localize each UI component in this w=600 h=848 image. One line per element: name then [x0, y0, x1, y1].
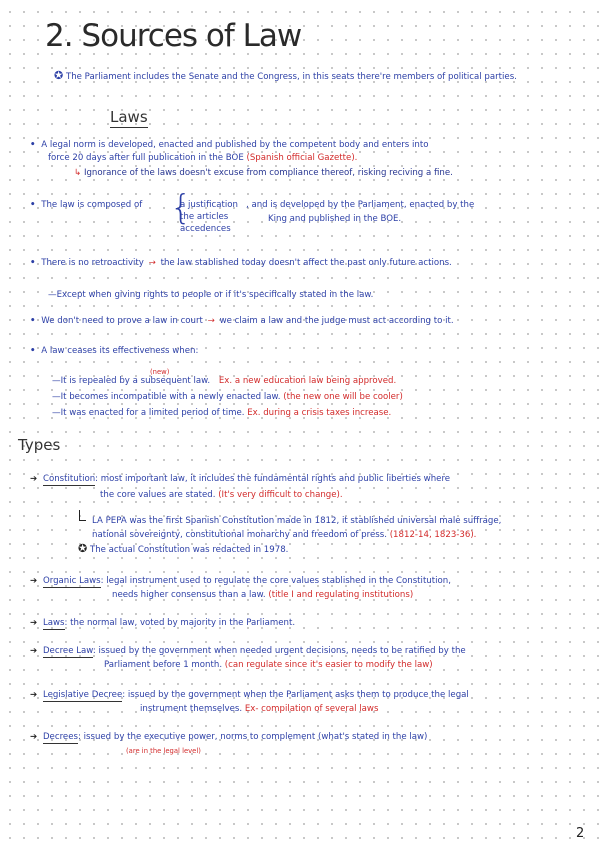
organic-label: Organic Laws — [42, 576, 101, 586]
type-constitution — [30, 474, 450, 485]
paragraph-court — [30, 316, 454, 327]
legislative-decree-label: Legislative Decree — [42, 690, 123, 700]
decrees-label: Decrees — [42, 732, 78, 742]
composition-item: a justification — [180, 200, 238, 210]
organic-note: (title I and regulating institutions) — [268, 590, 414, 600]
pepa-line2-text: national sovereignty, constitutional monarchy and freedom of press. — [92, 530, 387, 540]
decrees-line1: : issued by the executive power, norms to complement (what's stated in the law) — [77, 732, 428, 742]
ignorance-note — [74, 168, 453, 179]
type-legislative-decree-2 — [140, 704, 378, 715]
p2-lead: The law is composed of — [41, 200, 143, 210]
constitution-note: (It's very difficult to change). — [218, 490, 343, 500]
legislative-decree-line1: : issued by the government when the Parliament asks them to produce the legal — [122, 690, 469, 700]
actual-constitution-text: The actual Constitution was redacted in 1978. — [89, 545, 289, 555]
cease-item-1-a: It is repealed by a — [60, 376, 138, 386]
constitution-line2: the core values are stated. — [100, 490, 216, 500]
la-pepa-line1 — [92, 516, 501, 527]
type-laws — [30, 618, 295, 629]
cease-item-2-text: It becomes incompatible with a newly enacted law. — [60, 392, 281, 402]
organic-line2: needs higher consensus than a law. — [112, 590, 266, 600]
decree-law-label: Decree Law — [42, 646, 93, 656]
type-organic-laws-2 — [112, 590, 413, 601]
type-decree-law-2 — [104, 660, 433, 671]
arrow-right-icon: ➔ — [30, 576, 38, 586]
laws-label: Laws — [42, 618, 65, 628]
decree-law-line1: : issued by the government when needed urgent decisions, needs to be ratified by the — [92, 646, 466, 656]
p5-lead: A law ceases its effectiveness when: — [41, 346, 199, 356]
star-icon: ✪ — [54, 69, 64, 82]
composition-item: the articles — [180, 212, 229, 222]
p3-except: Except when giving rights to people or if it's specifically stated in the law. — [56, 290, 374, 300]
actual-constitution — [78, 543, 288, 556]
pepa-dates: (1812-14, 1823-36). — [389, 530, 477, 540]
p3-rest: the law stablished today doesn't affect the past only future actions. — [160, 258, 452, 268]
decree-law-line2: Parliament before 1 month. — [104, 660, 223, 670]
organic-line1: : legal instrument used to regulate the core values stablished in the Constitution, — [100, 576, 451, 586]
brace-icon: { — [170, 188, 192, 228]
new-annotation: (new) — [150, 368, 170, 376]
p1-red-note: (Spanish official Gazette). — [246, 153, 358, 163]
bullet-icon: • — [30, 140, 36, 150]
decree-law-note: (can regulate since it's easier to modify the law) — [224, 660, 433, 670]
legislative-decree-line2: instrument themselves. — [140, 704, 243, 714]
paragraph-legal-norm — [30, 140, 428, 151]
cease-item-1-b: subsequent law. — [140, 376, 211, 386]
arrow-right-icon: ➔ — [30, 474, 38, 484]
paragraph-ceases — [30, 346, 198, 357]
arrow-right-icon: ➔ — [30, 732, 38, 742]
bullet-icon: • — [30, 316, 36, 326]
page-number: 2 — [576, 826, 585, 841]
composition-item: accedences — [180, 224, 231, 234]
type-organic-laws — [30, 576, 451, 587]
p1-line1: A legal norm is developed, enacted and published by the competent body and enters into — [41, 140, 429, 150]
arrow-right-icon: → — [207, 316, 215, 326]
laws-text: : the normal law, voted by majority in the Parliament. — [64, 618, 296, 628]
laws-heading-text: Laws — [110, 108, 148, 126]
arrow-right-icon: ➔ — [30, 618, 38, 628]
retroactivity-exception: —Except when giving rights to people or if it's specifically stated in the law. — [48, 290, 374, 300]
cease-item-2-note: (the new one will be cooler) — [283, 392, 403, 402]
cease-item-3-example: Ex. during a crisis taxes increase. — [247, 408, 392, 418]
type-decrees — [30, 732, 427, 743]
page-title: 2. Sources of Law — [45, 18, 302, 54]
type-decree-law — [30, 646, 466, 657]
p1-line2: force 20 days after full publication in the BOE — [48, 153, 244, 163]
red-hook-arrow-icon: ↳ — [74, 168, 82, 178]
p4-rest: we claim a law and the judge must act according to it. — [219, 316, 454, 326]
cease-item-2: —It becomes incompatible with a newly enacted law. (the new one will be cooler) — [52, 392, 403, 402]
arrow-right-icon: ➔ — [30, 646, 38, 656]
constitution-label: Constitution — [42, 474, 96, 484]
p3-lead: There is no retroactivity — [41, 258, 144, 268]
paragraph-composed — [30, 200, 142, 211]
type-constitution-2 — [100, 490, 343, 501]
p4-lead: We don't need to prove a law in court — [41, 316, 203, 326]
cease-item-1: —It is repealed by a subsequent law. Ex. a new education law being approved. — [52, 376, 397, 386]
bullet-icon: • — [30, 346, 36, 356]
paragraph-retroactivity — [30, 258, 452, 269]
paragraph-legal-norm-2 — [48, 153, 357, 164]
la-pepa-line2 — [92, 530, 476, 541]
decrees-note: (are in the legal level) — [126, 747, 201, 755]
pepa-line1-text: LA PEPA was the first Spanish Constitution made in 1812, it stablished universal male suffrage, — [92, 516, 502, 526]
bullet-icon: • — [30, 200, 36, 210]
intro-text: The Parliament includes the Senate and the Congress, in this seats there're members of political parties. — [65, 72, 517, 82]
cease-item-1-example: Ex. a new education law being approved. — [218, 376, 397, 386]
legislative-decree-example: Ex- compilation of several laws — [244, 704, 379, 714]
star-icon: ✪ — [78, 542, 88, 555]
laws-heading — [110, 108, 148, 126]
intro-line — [54, 70, 517, 83]
type-legislative-decree — [30, 690, 469, 701]
arrow-right-icon: ➔ — [30, 690, 38, 700]
p2-rest-line2: King and published in the BOE. — [268, 214, 402, 224]
hook-corner-icon — [79, 510, 86, 521]
bullet-icon: • — [30, 258, 36, 268]
arrow-right-icon: → — [148, 258, 156, 268]
p2-rest-line1: , and is developed by the Parliament, enacted by the — [246, 200, 475, 210]
cease-item-3-text: It was enacted for a limited period of time. — [60, 408, 245, 418]
ignorance-text: Ignorance of the laws doesn't excuse from compliance thereof, risking reciving a fine. — [83, 168, 453, 178]
cease-item-3: —It was enacted for a limited period of time. Ex. during a crisis taxes increase. — [52, 408, 392, 418]
constitution-line1: : most important law, it includes the fundamental rights and public liberties where — [95, 474, 451, 484]
types-heading: Types — [18, 436, 61, 454]
